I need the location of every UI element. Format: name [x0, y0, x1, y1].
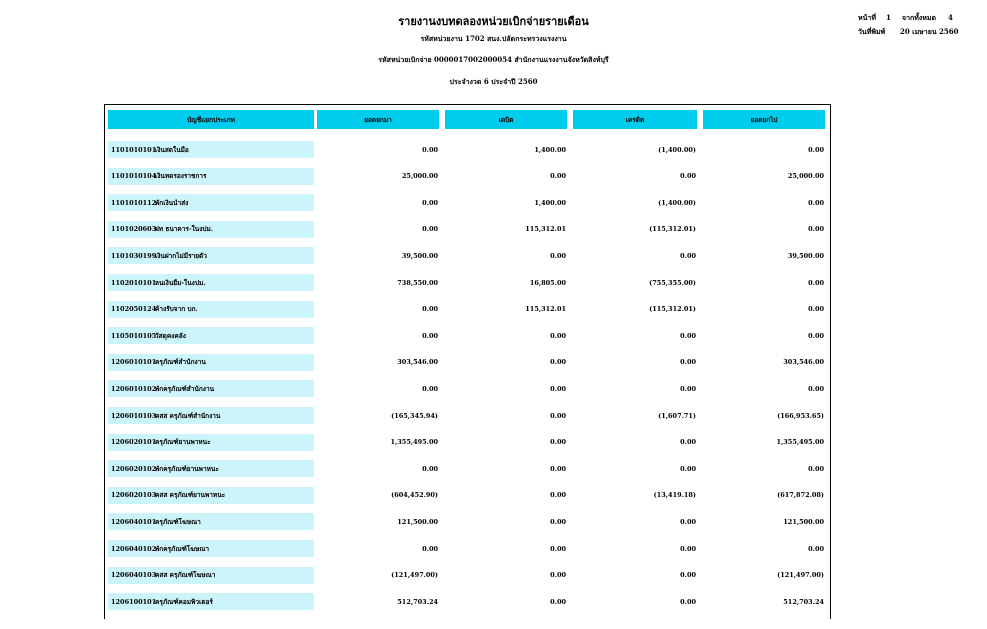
page-label: หน้าที่ — [858, 13, 876, 22]
account-code: 1206100101 — [111, 597, 157, 606]
debit-value: 0.00 — [550, 358, 566, 367]
carried-forward-value: 0.00 — [808, 145, 824, 154]
account-cell — [108, 247, 314, 264]
account-code: 1101020603 — [111, 225, 157, 234]
column-header-debit: เดบิต — [445, 110, 567, 129]
credit-value: 0.00 — [680, 597, 696, 606]
agency-line: รหัสหน่วยงาน 1702 สนง.ปลัดกระทรวงแรงงาน — [420, 34, 567, 43]
brought-forward-value: 1,355,495.00 — [390, 438, 438, 447]
print-date: 20 เมษายน 2560 — [900, 27, 959, 36]
account-code: 1101010104 — [111, 172, 157, 181]
account-code: 1102050124 — [111, 305, 157, 314]
debit-value: 115,312.01 — [525, 225, 566, 234]
account-name: ฝท ธนาคาร-ในงปม. — [155, 225, 214, 234]
account-cell — [108, 301, 314, 318]
table-row — [104, 431, 831, 458]
debit-value: 1,400.00 — [534, 198, 566, 207]
account-code: 1206010101 — [111, 358, 157, 367]
carried-forward-value: 1,355,495.00 — [776, 438, 824, 447]
credit-value: 0.00 — [680, 331, 696, 340]
account-name: คสส ครุภัณฑ์สำนักงาน — [155, 411, 221, 420]
account-name: ครุภัณฑ์สำนักงาน — [155, 358, 206, 367]
credit-value: (1,607.71) — [658, 411, 696, 420]
account-name: ครุภัณฑ์โฆษณา — [155, 517, 201, 526]
unit-line: รหัสหน่วยเบิกจ่าย 0000017002000054 สำนักงานแรงงานจังหวัดสิงห์บุรี — [378, 55, 609, 64]
credit-value: (1,400.00) — [658, 198, 696, 207]
table-row — [104, 191, 831, 218]
account-code: 1102010101 — [111, 278, 157, 287]
credit-value: 0.00 — [680, 571, 696, 580]
account-name: เงินทดรองราชการ — [155, 172, 207, 181]
credit-value: (1,400.00) — [658, 145, 696, 154]
debit-value: 0.00 — [550, 464, 566, 473]
account-code: 1105010105 — [111, 331, 157, 340]
debit-value: 0.00 — [550, 491, 566, 500]
account-cell — [108, 513, 314, 530]
table-row — [104, 218, 831, 245]
account-name: ค้างรับจาก บก. — [155, 305, 198, 314]
brought-forward-value: 25,000.00 — [401, 172, 438, 181]
account-name: พักเงินนำส่ง — [155, 198, 189, 207]
account-cell — [108, 354, 314, 371]
credit-value: (115,312.01) — [649, 305, 696, 314]
debit-value: 0.00 — [550, 597, 566, 606]
account-code: 1101010101 — [111, 145, 157, 154]
account-cell — [108, 567, 314, 584]
credit-value: 0.00 — [680, 172, 696, 181]
carried-forward-value: (617,872.08) — [777, 491, 824, 500]
account-code: 1206010102 — [111, 384, 157, 393]
table-row — [104, 138, 831, 165]
carried-forward-value: (166,953.65) — [777, 411, 824, 420]
account-cell — [108, 434, 314, 451]
account-name: เงินสดในมือ — [155, 145, 189, 154]
account-name: คสส ครุภัณฑ์ยานพาหนะ — [155, 491, 226, 500]
debit-value: 16,805.00 — [529, 278, 566, 287]
account-code: 1206040103 — [111, 571, 157, 580]
account-cell — [108, 327, 314, 344]
table-row — [104, 271, 831, 298]
account-code: 1101010112 — [111, 198, 157, 207]
brought-forward-value: 303,546.00 — [397, 358, 438, 367]
page-number: 1 — [886, 13, 891, 22]
credit-value: 0.00 — [680, 384, 696, 393]
carried-forward-value: 0.00 — [808, 384, 824, 393]
brought-forward-value: 0.00 — [422, 305, 438, 314]
account-code: 1206020103 — [111, 491, 157, 500]
carried-forward-value: 0.00 — [808, 278, 824, 287]
account-cell — [108, 221, 314, 238]
total-pages: 4 — [948, 13, 953, 22]
credit-value: 0.00 — [680, 251, 696, 260]
credit-value: 0.00 — [680, 358, 696, 367]
debit-value: 0.00 — [550, 172, 566, 181]
table-row — [104, 510, 831, 537]
brought-forward-value: 121,500.00 — [397, 517, 438, 526]
brought-forward-value: 0.00 — [422, 464, 438, 473]
table-row — [104, 324, 831, 351]
table-row — [104, 165, 831, 192]
carried-forward-value: 0.00 — [808, 331, 824, 340]
table-row — [104, 351, 831, 378]
brought-forward-value: 0.00 — [422, 145, 438, 154]
carried-forward-value: 39,500.00 — [787, 251, 824, 260]
column-header-brought-forward: ยอดยกมา — [317, 110, 439, 129]
credit-value: 0.00 — [680, 464, 696, 473]
debit-value: 0.00 — [550, 571, 566, 580]
account-cell — [108, 460, 314, 477]
table-row — [104, 590, 831, 617]
account-name: ครุภัณฑ์ยานพาหนะ — [155, 438, 211, 447]
brought-forward-value: 39,500.00 — [401, 251, 438, 260]
account-cell — [108, 593, 314, 610]
brought-forward-value: 0.00 — [422, 331, 438, 340]
account-cell — [108, 141, 314, 158]
debit-value: 0.00 — [550, 411, 566, 420]
account-name: พักครุภัณฑ์โฆษณา — [155, 544, 210, 553]
debit-value: 0.00 — [550, 384, 566, 393]
report-title: รายงานงบทดลองหน่วยเบิกจ่ายรายเดือน — [398, 15, 589, 28]
account-code: 1206040101 — [111, 517, 157, 526]
account-name: พักครุภัณฑ์ยานพาหนะ — [155, 464, 219, 473]
column-header-credit: เครดิต — [573, 110, 697, 129]
table-row — [104, 404, 831, 431]
credit-value: 0.00 — [680, 517, 696, 526]
debit-value: 0.00 — [550, 544, 566, 553]
brought-forward-value: (121,497.00) — [391, 571, 438, 580]
carried-forward-value: (121,497.00) — [777, 571, 824, 580]
table-row — [104, 537, 831, 564]
debit-value: 0.00 — [550, 517, 566, 526]
print-label: วันที่พิมพ์ — [858, 27, 886, 36]
debit-value: 1,400.00 — [534, 145, 566, 154]
table-row — [104, 457, 831, 484]
account-cell — [108, 407, 314, 424]
brought-forward-value: 0.00 — [422, 544, 438, 553]
carried-forward-value: 0.00 — [808, 225, 824, 234]
brought-forward-value: 512,703.24 — [397, 597, 438, 606]
account-cell — [108, 487, 314, 504]
debit-value: 115,312.01 — [525, 305, 566, 314]
carried-forward-value: 0.00 — [808, 464, 824, 473]
carried-forward-value: 121,500.00 — [783, 517, 824, 526]
account-name: พักครุภัณฑ์สำนักงาน — [155, 384, 215, 393]
account-code: 1206020102 — [111, 464, 157, 473]
account-name: ครุภัณฑ์คอมพิวเตอร์ — [155, 597, 213, 606]
account-code: 1206040102 — [111, 544, 157, 553]
table-row — [104, 244, 831, 271]
account-name: เงินฝากไม่มีรายตัว — [155, 251, 207, 260]
account-name: คสส ครุภัณฑ์โฆษณา — [155, 571, 216, 580]
brought-forward-value: 0.00 — [422, 384, 438, 393]
carried-forward-value: 0.00 — [808, 305, 824, 314]
account-name: ลนเงินยืม-ในงปม. — [155, 278, 206, 287]
total-label: จากทั้งหมด — [902, 13, 937, 22]
debit-value: 0.00 — [550, 251, 566, 260]
brought-forward-value: (165,345.94) — [391, 411, 438, 420]
table-row — [104, 484, 831, 511]
credit-value: 0.00 — [680, 544, 696, 553]
account-cell — [108, 274, 314, 291]
brought-forward-value: (604,452.90) — [391, 491, 438, 500]
carried-forward-value: 25,000.00 — [787, 172, 824, 181]
account-code: 1206010103 — [111, 411, 157, 420]
table-row — [104, 564, 831, 591]
debit-value: 0.00 — [550, 331, 566, 340]
account-cell — [108, 168, 314, 185]
credit-value: (755,355.00) — [649, 278, 696, 287]
column-header-account: บัญชีแยกประเภท — [108, 110, 314, 129]
account-code: 1206020101 — [111, 438, 157, 447]
account-name: วัสดุคงคลัง — [155, 331, 186, 340]
period-line: ประจำงวด 6 ประจำปี 2560 — [449, 77, 538, 86]
brought-forward-value: 738,550.00 — [397, 278, 438, 287]
brought-forward-value: 0.00 — [422, 198, 438, 207]
carried-forward-value: 0.00 — [808, 544, 824, 553]
account-cell — [108, 194, 314, 211]
account-cell — [108, 380, 314, 397]
account-cell — [108, 540, 314, 557]
credit-value: 0.00 — [680, 438, 696, 447]
column-header-carried-forward: ยอดยกไป — [703, 110, 825, 129]
account-code: 1101030199 — [111, 251, 157, 260]
table-row — [104, 298, 831, 325]
brought-forward-value: 0.00 — [422, 225, 438, 234]
carried-forward-value: 0.00 — [808, 198, 824, 207]
carried-forward-value: 512,703.24 — [783, 597, 824, 606]
credit-value: (13,419.18) — [653, 491, 696, 500]
debit-value: 0.00 — [550, 438, 566, 447]
carried-forward-value: 303,546.00 — [783, 358, 824, 367]
table-row — [104, 377, 831, 404]
credit-value: (115,312.01) — [649, 225, 696, 234]
